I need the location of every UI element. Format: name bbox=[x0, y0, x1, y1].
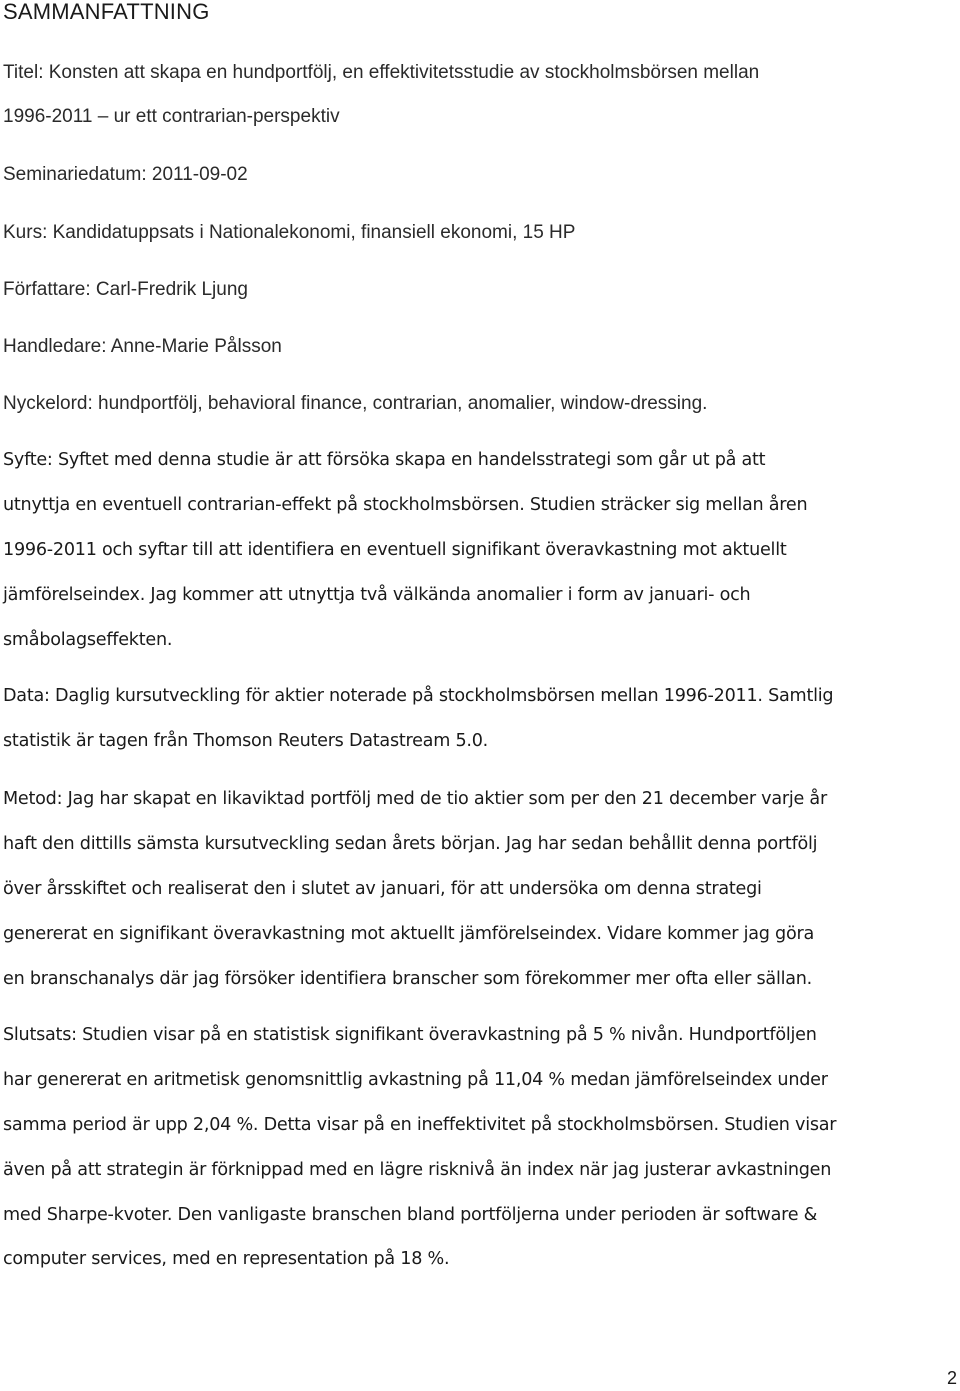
title-line-1: Titel: Konsten att skapa en hundportfölj, en effektivitetsstudie av stockholmsbörsen mellan bbox=[3, 62, 760, 83]
page-number: 2 bbox=[946, 1368, 957, 1388]
slutsats-line-1: Slutsats: Studien visar på en statistisk signifikant överavkastning på 5 % nivån. Hundportföljen bbox=[3, 1025, 817, 1045]
slutsats-line-2: har genererat en aritmetisk genomsnittlig avkastning på 11,04 % medan jämförelseindex under bbox=[3, 1070, 828, 1090]
syfte-line-4: jämförelseindex. Jag kommer att utnyttja två välkända anomalier i form av januari- och bbox=[3, 585, 751, 605]
keywords-line: Nyckelord: hundportfölj, behavioral finance, contrarian, anomalier, window-dressing. bbox=[3, 393, 708, 414]
summary-heading: SAMMANFATTNING bbox=[3, 0, 210, 24]
supervisor-line: Handledare: Anne-Marie Pålsson bbox=[3, 336, 282, 357]
metod-line-5: en branschanalys där jag försöker identifiera branscher som förekommer mer ofta eller sällan. bbox=[3, 969, 813, 989]
slutsats-line-5: med Sharpe-kvoter. Den vanligaste branschen bland portföljerna under perioden är software & bbox=[3, 1205, 818, 1225]
metod-line-4: genererat en signifikant överavkastning mot aktuellt jämförelseindex. Vidare kommer jag göra bbox=[3, 924, 814, 944]
syfte-line-5: småbolagseffekten. bbox=[3, 630, 173, 650]
syfte-line-2: utnyttja en eventuell contrarian-effekt på stockholmsbörsen. Studien sträcker sig mellan åren bbox=[3, 495, 808, 515]
slutsats-line-4: även på att strategin är förknippad med en lägre risknivå än index när jag justerar avkastningen bbox=[3, 1160, 832, 1180]
course-line: Kurs: Kandidatuppsats i Nationalekonomi, finansiell ekonomi, 15 HP bbox=[3, 222, 576, 243]
syfte-line-3: 1996-2011 och syftar till att identifiera en eventuell signifikant överavkastning mot aktuellt bbox=[3, 540, 787, 560]
slutsats-line-6: computer services, med en representation på 18 %. bbox=[3, 1249, 450, 1269]
author-line: Författare: Carl-Fredrik Ljung bbox=[3, 279, 248, 300]
seminar-date: Seminariedatum: 2011-09-02 bbox=[3, 164, 248, 185]
data-line-2: statistik är tagen från Thomson Reuters Datastream 5.0. bbox=[3, 731, 489, 751]
metod-line-3: över årsskiftet och realiserat den i slutet av januari, för att undersöka om denna strategi bbox=[3, 879, 762, 899]
syfte-line-1: Syfte: Syftet med denna studie är att försöka skapa en handelsstrategi som går ut på att bbox=[3, 450, 766, 470]
metod-line-2: haft den dittills sämsta kursutveckling sedan årets början. Jag har sedan behållit denna portfölj bbox=[3, 834, 818, 854]
metod-line-1: Metod: Jag har skapat en likaviktad portfölj med de tio aktier som per den 21 december varje år bbox=[3, 789, 827, 809]
slutsats-line-3: samma period är upp 2,04 %. Detta visar på en ineffektivitet på stockholmsbörsen. Studien visar bbox=[3, 1115, 837, 1135]
title-line-2: 1996-2011 – ur ett contrarian-perspektiv bbox=[3, 106, 340, 127]
data-line-1: Data: Daglig kursutveckling för aktier noterade på stockholmsbörsen mellan 1996-2011. Samtlig bbox=[3, 686, 834, 706]
